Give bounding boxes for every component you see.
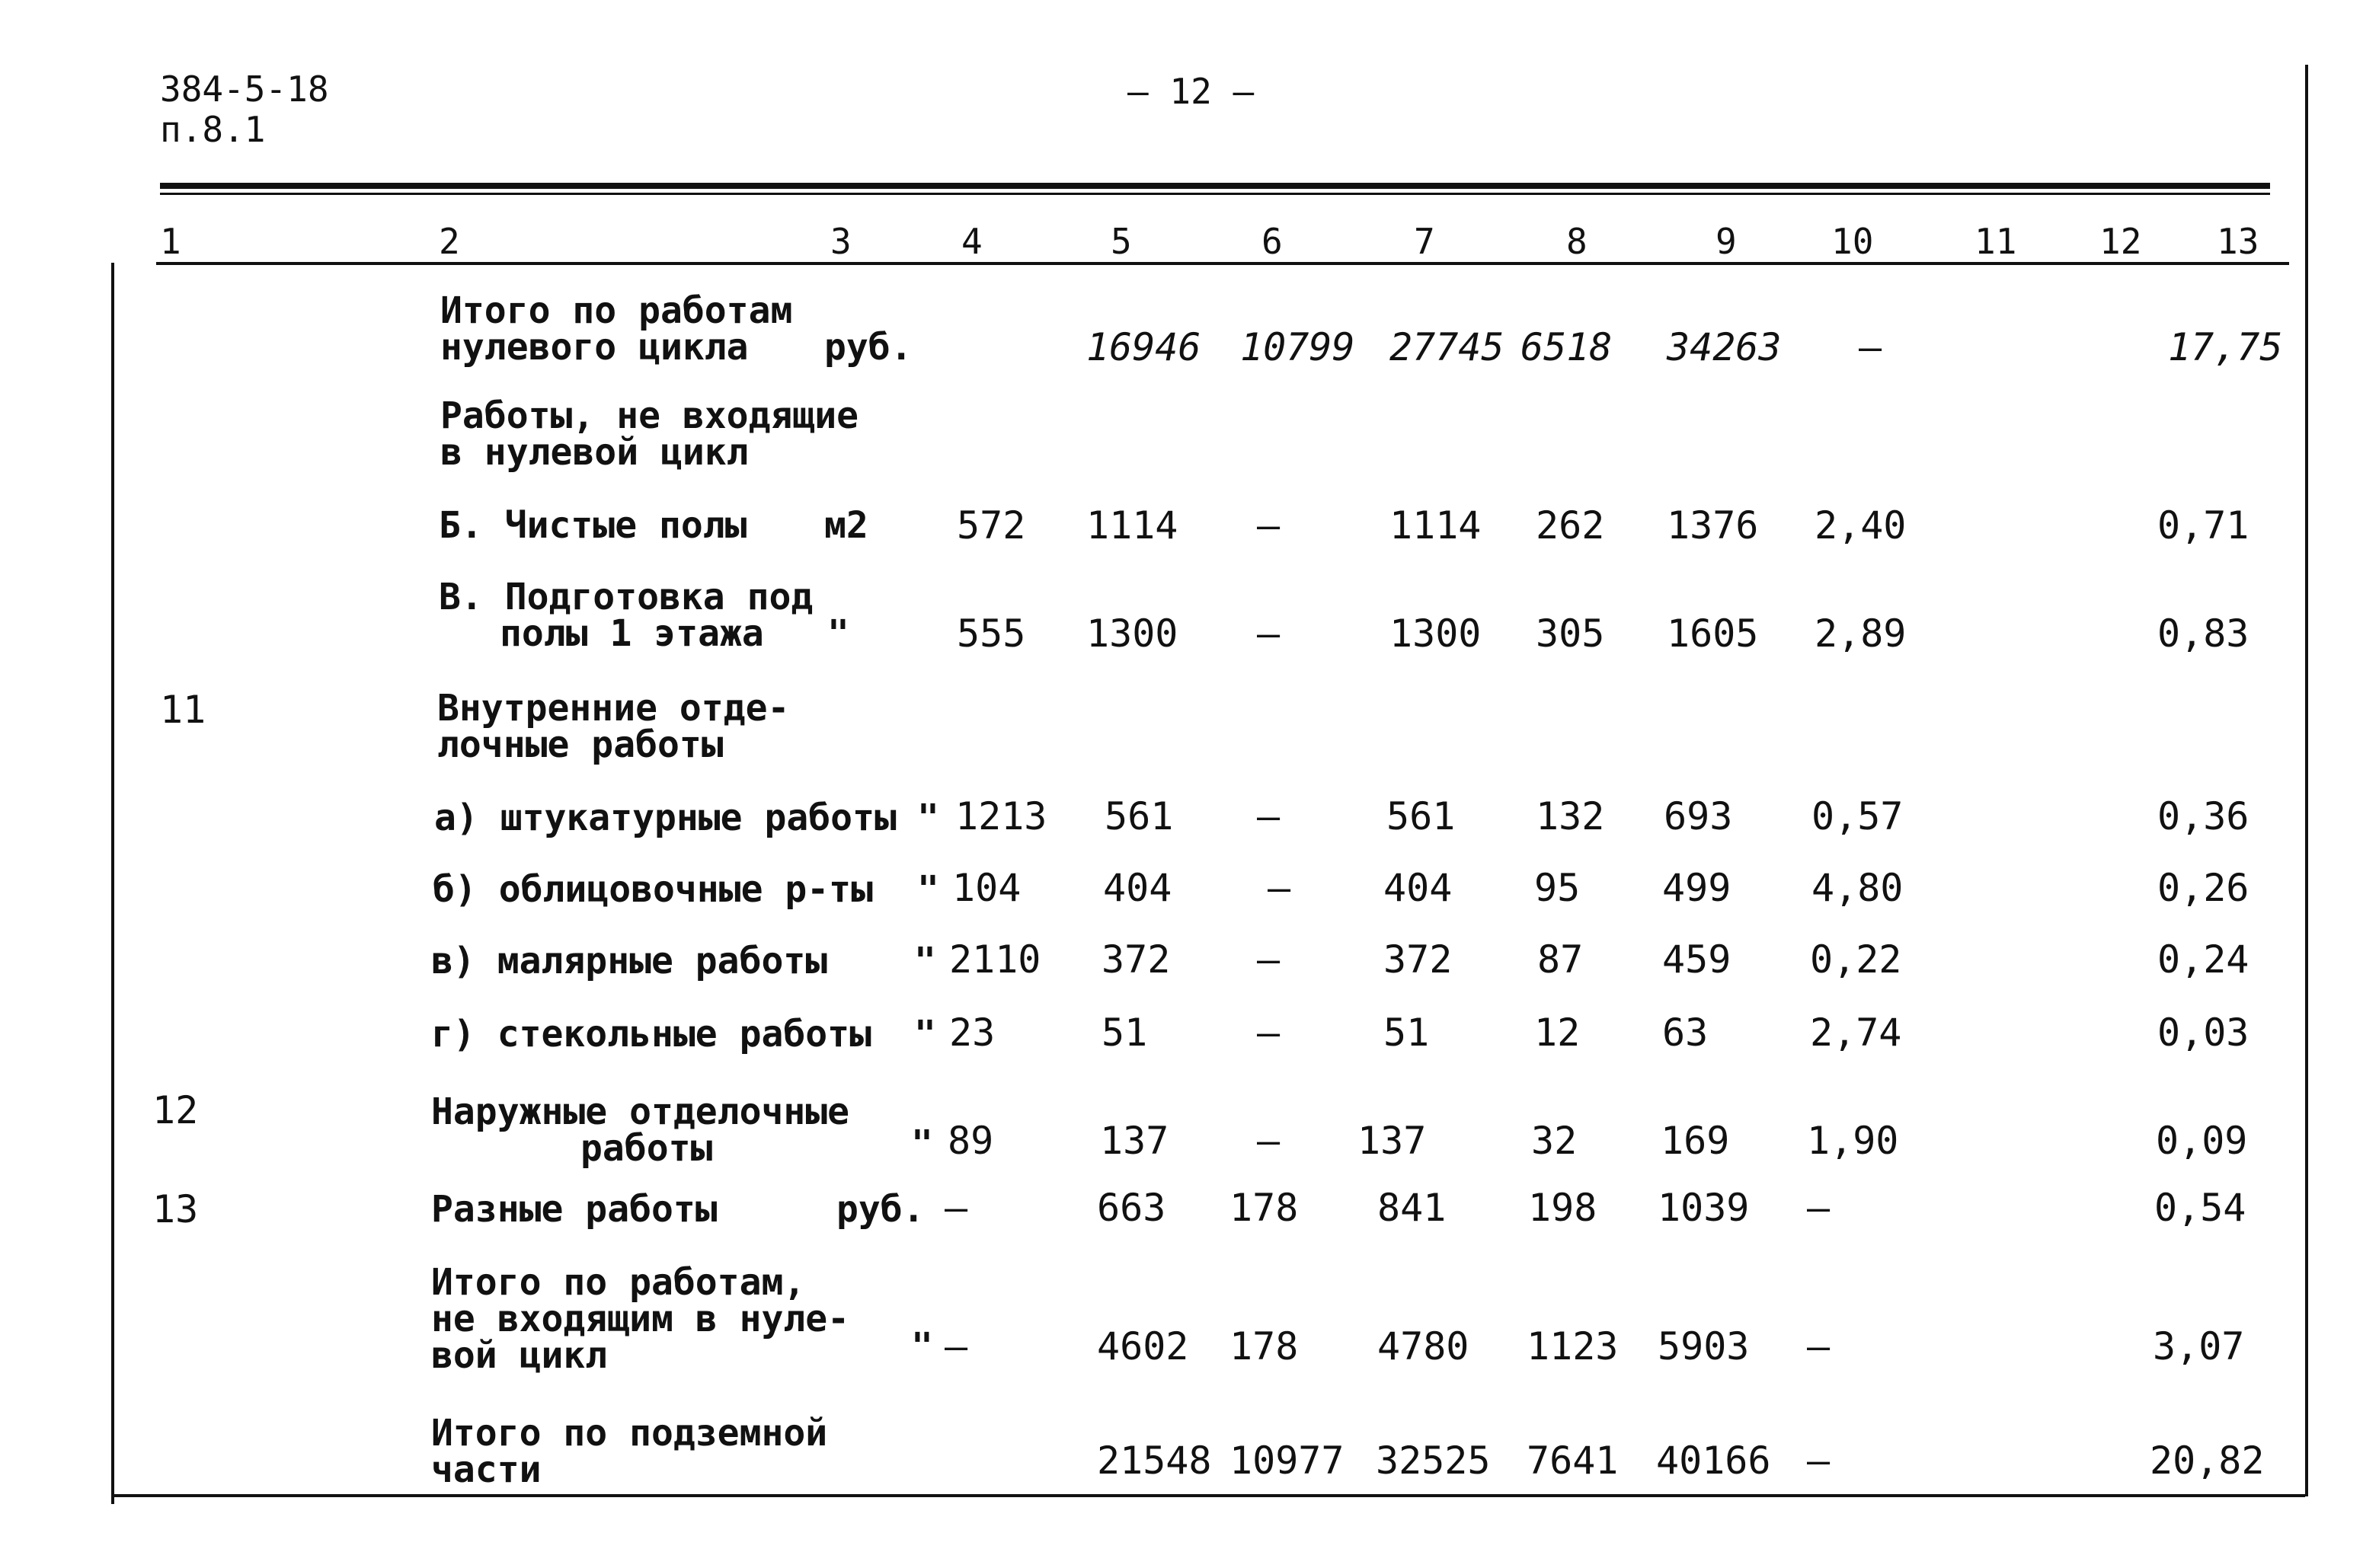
cell-col7: 1114 — [1389, 503, 1482, 548]
cell-col7: 561 — [1386, 794, 1456, 838]
cell-col7: 1300 — [1389, 612, 1482, 656]
cell-col13: 0,71 — [2157, 503, 2249, 548]
cell-col4: 2110 — [949, 937, 1041, 982]
cell-col9: 693 — [1664, 794, 1733, 838]
cell-col13: 0,03 — [2157, 1011, 2249, 1055]
unit: " — [914, 940, 936, 982]
document-code: 384-5-18 — [160, 69, 329, 110]
cell-col5: 16946 — [1086, 325, 1201, 369]
row-text: а) штукатурные работы — [434, 797, 897, 839]
top-rule — [160, 183, 2270, 189]
top-rule-thin — [160, 193, 2270, 195]
row-text: Наружные отделочные — [431, 1091, 850, 1133]
cell-col10: 1,90 — [1807, 1119, 1899, 1163]
col-header: 8 — [1566, 221, 1588, 262]
cell-col6: – — [1257, 937, 1281, 982]
row-text: г) стекольные работы — [431, 1013, 871, 1055]
row-text: Итого по подземной — [431, 1412, 828, 1455]
cell-col8: 32 — [1531, 1119, 1578, 1163]
unit: " — [911, 1123, 933, 1165]
document-section: п.8.1 — [160, 109, 266, 150]
cell-col8: 198 — [1528, 1186, 1597, 1230]
row-text: б) облицовочные р-ты — [433, 868, 873, 911]
col-header: 5 — [1111, 221, 1132, 262]
cell-col4: – — [945, 1324, 968, 1368]
header-rule — [156, 262, 2289, 265]
unit: " — [827, 612, 849, 655]
cell-col13: 0,83 — [2157, 612, 2249, 656]
col-header: 13 — [2217, 221, 2259, 262]
cell-col13: 0,54 — [2154, 1186, 2246, 1230]
cell-col5: 21548 — [1097, 1439, 1212, 1483]
cell-col9: 169 — [1661, 1119, 1730, 1163]
cell-col6: – — [1257, 503, 1281, 548]
cell-col4: 555 — [957, 612, 1026, 656]
col-header: 6 — [1261, 221, 1283, 262]
col-header: 2 — [439, 221, 460, 262]
cell-col4: 1213 — [955, 794, 1047, 838]
unit: руб. — [836, 1188, 925, 1231]
cell-col9: 1376 — [1667, 503, 1759, 548]
cell-col6: – — [1268, 866, 1291, 910]
cell-col9: 499 — [1662, 866, 1731, 910]
cell-col10: 2,74 — [1810, 1011, 1902, 1055]
cell-col6: 178 — [1229, 1186, 1299, 1230]
cell-col10: 2,89 — [1815, 612, 1907, 656]
cell-col4: 23 — [949, 1011, 996, 1055]
cell-col10: – — [1859, 325, 1882, 369]
unit: " — [917, 868, 939, 911]
cell-col13: 0,24 — [2157, 937, 2249, 982]
cell-col4: – — [945, 1186, 968, 1230]
cell-col6: – — [1257, 794, 1281, 838]
col-header: 9 — [1715, 221, 1737, 262]
cell-col5: 1300 — [1086, 612, 1178, 656]
cell-col7: 841 — [1377, 1186, 1447, 1230]
row-text: не входящим в нуле- — [431, 1298, 850, 1340]
cell-col10: 4,80 — [1811, 866, 1904, 910]
row-number: 11 — [160, 688, 206, 732]
cell-col5: 1114 — [1086, 503, 1178, 548]
unit: " — [914, 1013, 936, 1055]
cell-col6: – — [1257, 612, 1281, 656]
cell-col10: 0,57 — [1811, 794, 1904, 838]
unit: м2 — [824, 504, 868, 547]
row-text: работы — [580, 1127, 713, 1170]
cell-col7: 404 — [1383, 866, 1453, 910]
row-text: в нулевой цикл — [440, 431, 749, 474]
cell-col10: – — [1807, 1324, 1831, 1368]
row-number: 13 — [152, 1187, 199, 1231]
cell-col13: 0,36 — [2157, 794, 2249, 838]
cell-col4: 104 — [952, 866, 1022, 910]
cell-col7: 4780 — [1377, 1324, 1469, 1368]
cell-col4: 89 — [948, 1119, 994, 1163]
cell-col6: – — [1257, 1011, 1281, 1055]
row-text: в) малярные работы — [431, 940, 828, 982]
col-header: 1 — [160, 221, 181, 262]
cell-col13: 20,82 — [2150, 1439, 2265, 1483]
cell-col6: 10977 — [1229, 1439, 1345, 1483]
row-text: В. Подготовка под — [439, 576, 814, 618]
cell-col9: 63 — [1662, 1011, 1709, 1055]
cell-col5: 51 — [1102, 1011, 1148, 1055]
cell-col5: 404 — [1103, 866, 1172, 910]
cell-col13: 17,75 — [2168, 325, 2283, 369]
cell-col5: 137 — [1100, 1119, 1169, 1163]
row-text: части — [431, 1448, 542, 1491]
cell-col7: 27745 — [1389, 325, 1504, 369]
cell-col13: 0,09 — [2156, 1119, 2248, 1163]
row-text: нулевого цикла — [440, 326, 749, 369]
cell-col9: 5903 — [1658, 1324, 1750, 1368]
cell-col7: 137 — [1357, 1119, 1427, 1163]
cell-col13: 3,07 — [2153, 1324, 2245, 1368]
col-header: 12 — [2099, 221, 2142, 262]
cell-col8: 1123 — [1527, 1324, 1619, 1368]
row-text: лочные работы — [437, 723, 724, 766]
unit: " — [911, 1325, 933, 1368]
cell-col9: 40166 — [1656, 1439, 1771, 1483]
bottom-rule — [111, 1494, 2305, 1497]
cell-col9: 34263 — [1667, 325, 1782, 369]
row-text: Работы, не входящие — [440, 394, 859, 437]
cell-col6: 178 — [1229, 1324, 1299, 1368]
col-header: 11 — [1974, 221, 2017, 262]
cell-col13: 0,26 — [2157, 866, 2249, 910]
cell-col5: 4602 — [1097, 1324, 1189, 1368]
cell-col8: 95 — [1534, 866, 1581, 910]
cell-col8: 12 — [1534, 1011, 1581, 1055]
cell-col7: 51 — [1383, 1011, 1430, 1055]
cell-col8: 262 — [1536, 503, 1605, 548]
row-text: Разные работы — [431, 1188, 718, 1231]
right-border — [2305, 65, 2308, 1496]
cell-col10: 2,40 — [1815, 503, 1907, 548]
row-text: полы 1 этажа — [500, 612, 764, 655]
cell-col8: 7641 — [1527, 1439, 1619, 1483]
col-header: 10 — [1831, 221, 1874, 262]
unit: руб. — [824, 326, 913, 369]
cell-col10: – — [1807, 1186, 1831, 1230]
cell-col10: – — [1807, 1439, 1831, 1483]
row-text: Итого по работам, — [431, 1261, 806, 1304]
cell-col5: 561 — [1105, 794, 1174, 838]
row-text: вой цикл — [431, 1334, 608, 1377]
cell-col8: 87 — [1537, 937, 1584, 982]
cell-col7: 32525 — [1376, 1439, 1491, 1483]
col-header: 4 — [961, 221, 983, 262]
cell-col5: 372 — [1102, 937, 1171, 982]
row-number: 12 — [152, 1088, 199, 1132]
cell-col9: 1605 — [1667, 612, 1759, 656]
col-header: 3 — [830, 221, 852, 262]
cell-col8: 132 — [1536, 794, 1605, 838]
row-text: Итого по работам — [440, 289, 793, 332]
col-header: 7 — [1414, 221, 1435, 262]
cell-col6: 10799 — [1240, 325, 1355, 369]
cell-col4: 572 — [957, 503, 1026, 548]
unit: " — [917, 797, 939, 839]
page-number: — 12 — — [1127, 71, 1255, 112]
cell-col7: 372 — [1383, 937, 1453, 982]
cell-col5: 663 — [1097, 1186, 1166, 1230]
cell-col8: 305 — [1536, 612, 1605, 656]
row-text: Б. Чистые полы — [439, 504, 747, 547]
left-border — [111, 263, 114, 1504]
row-text: Внутренние отде- — [437, 687, 790, 730]
cell-col10: 0,22 — [1810, 937, 1902, 982]
cell-col9: 1039 — [1658, 1186, 1750, 1230]
cell-col9: 459 — [1662, 937, 1731, 982]
cell-col8: 6518 — [1520, 325, 1613, 369]
cell-col6: – — [1257, 1119, 1281, 1163]
